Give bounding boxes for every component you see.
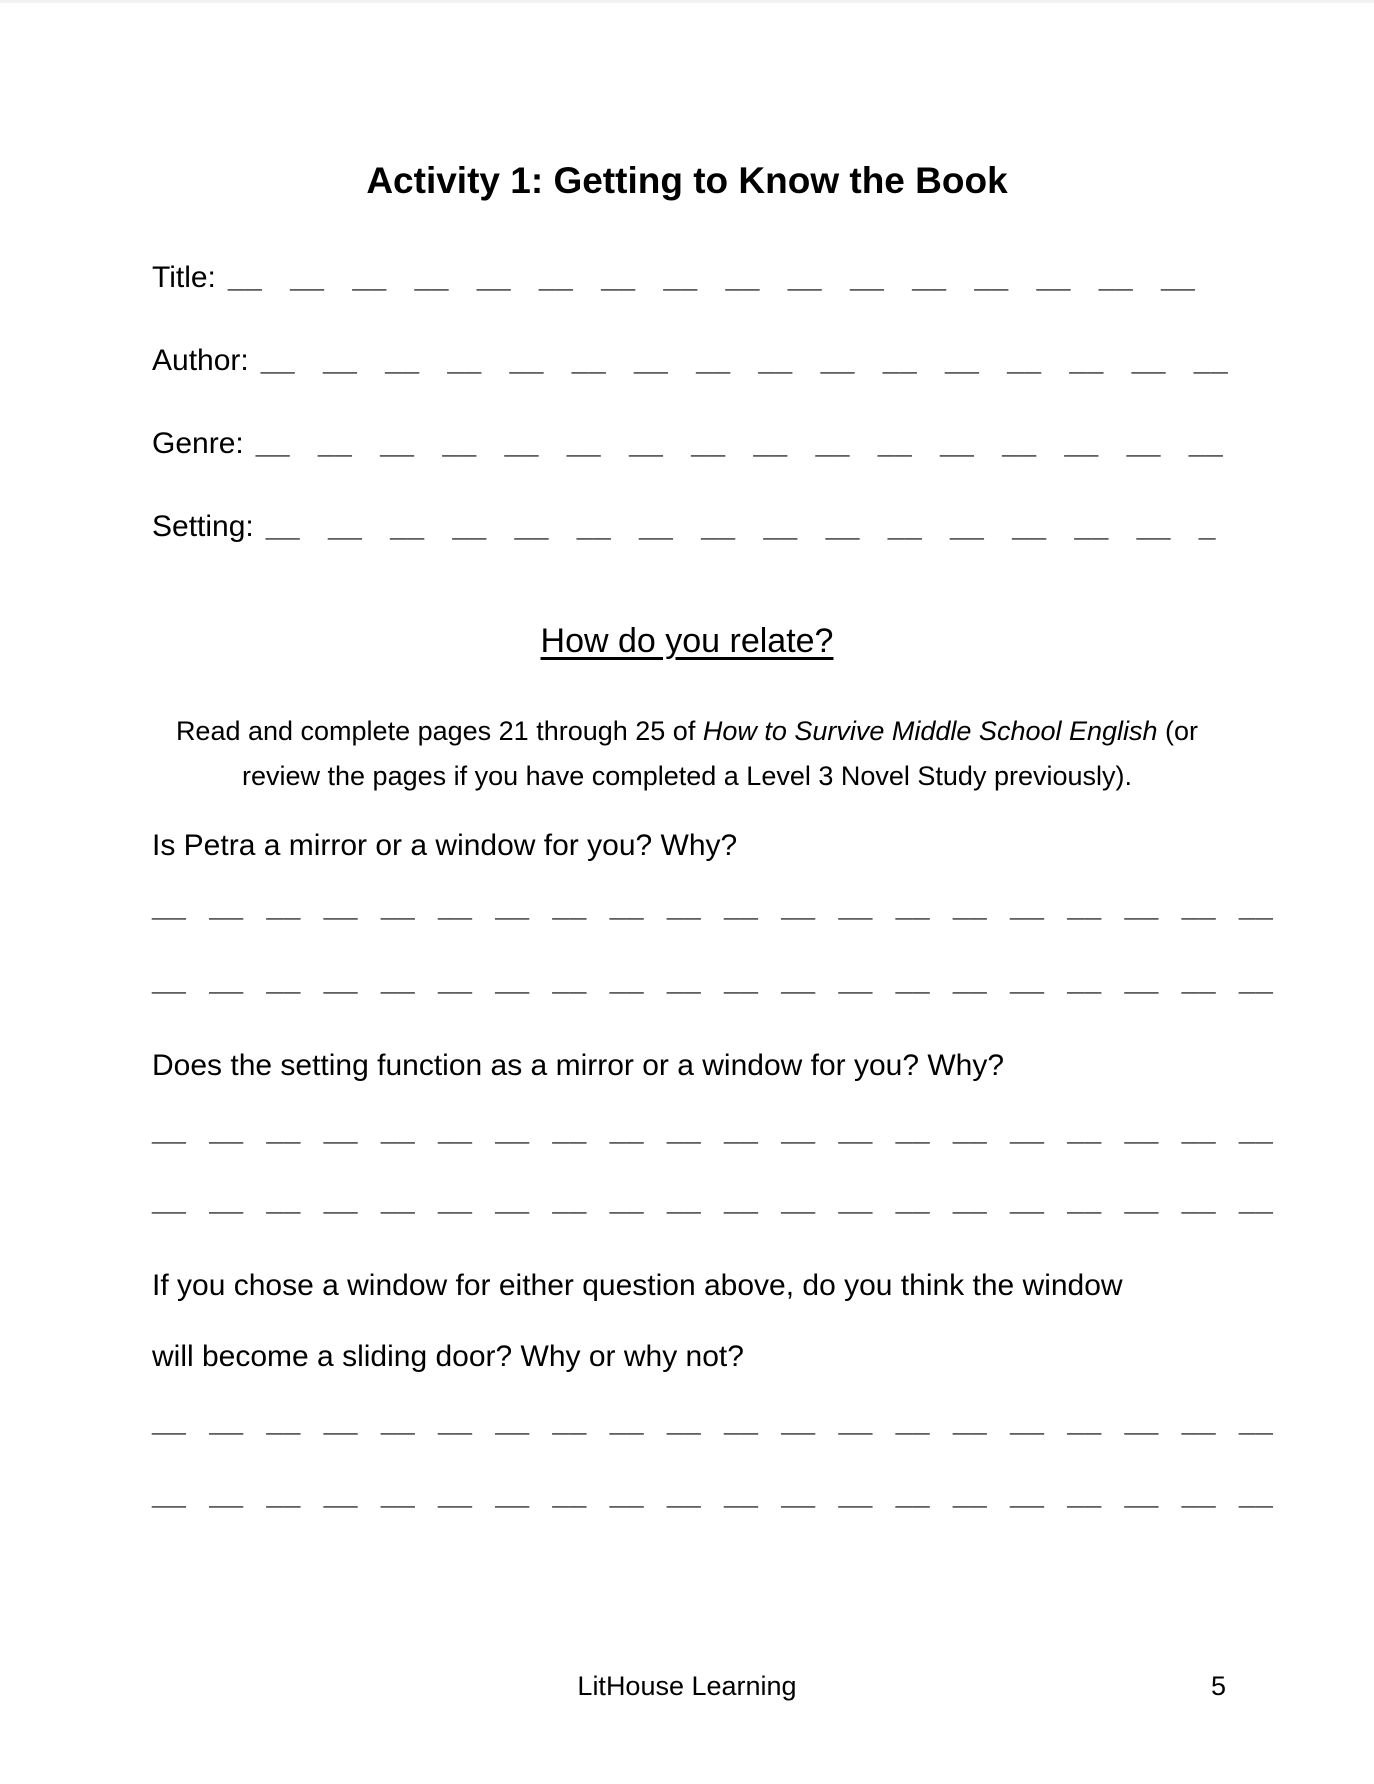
- question-3-line-2: will become a sliding door? Why or why not?: [152, 1340, 744, 1373]
- footer-page-number: 5: [1210, 1671, 1226, 1701]
- answer-line: __ __ __ __ __ __ __ __ __ __ __ __ __ __ __ __ __ __ __ __: [152, 1478, 1274, 1511]
- answer-line: __ __ __ __ __ __ __ __ __ __ __ __ __ __ __ __ __ __ __ __: [152, 1184, 1274, 1217]
- book-field-setting: [152, 510, 1274, 544]
- instructions-text: [165, 709, 1209, 799]
- book-field-genre: [152, 427, 1274, 461]
- instructions-post: (or review the pages if you have completed a Level 3 Novel Study previously).: [242, 716, 1199, 791]
- field-blank-line: __ __ __ __ __ __ __ __ __ __ __ __ __ __ __ _: [265, 510, 1216, 543]
- field-label-setting: Setting:: [152, 510, 254, 543]
- field-label-title: Title:: [152, 261, 216, 294]
- activity-title: Activity 1: Getting to Know the Book: [366, 160, 1008, 201]
- field-label-genre: Genre:: [152, 427, 244, 460]
- book-title-italic: How to Survive Middle School English: [702, 716, 1158, 746]
- book-field-author: [152, 344, 1274, 378]
- footer-brand: LitHouse Learning: [577, 1671, 797, 1701]
- field-blank-line: __ __ __ __ __ __ __ __ __ __ __ __ __ __ __ __: [227, 261, 1196, 294]
- question-1-text: Is Petra a mirror or a window for you? Why?: [152, 829, 738, 862]
- question-2-text: Does the setting function as a mirror or a window for you? Why?: [152, 1049, 1005, 1082]
- instructions-pre: Read and complete pages 21 through 25 of: [175, 716, 703, 746]
- field-blank-line: __ __ __ __ __ __ __ __ __ __ __ __ __ __ __ __: [255, 427, 1224, 460]
- answer-line: __ __ __ __ __ __ __ __ __ __ __ __ __ __ __ __ __ __ __ __: [152, 890, 1274, 923]
- page-top-divider: [0, 0, 1374, 3]
- question-3-line-1: If you chose a window for either question above, do you think the window: [152, 1269, 1123, 1302]
- field-label-author: Author:: [152, 344, 249, 377]
- relate-section-heading: How do you relate?: [540, 622, 834, 660]
- answer-line: __ __ __ __ __ __ __ __ __ __ __ __ __ __ __ __ __ __ __ __: [152, 964, 1274, 997]
- book-field-title: [152, 261, 1274, 295]
- question-3-text: [152, 1250, 1274, 1392]
- answer-line: __ __ __ __ __ __ __ __ __ __ __ __ __ __ __ __ __ __ __ __: [152, 1405, 1274, 1438]
- answer-line: __ __ __ __ __ __ __ __ __ __ __ __ __ __ __ __ __ __ __ __: [152, 1114, 1274, 1147]
- field-blank-line: __ __ __ __ __ __ __ __ __ __ __ __ __ __ __ __: [260, 344, 1229, 377]
